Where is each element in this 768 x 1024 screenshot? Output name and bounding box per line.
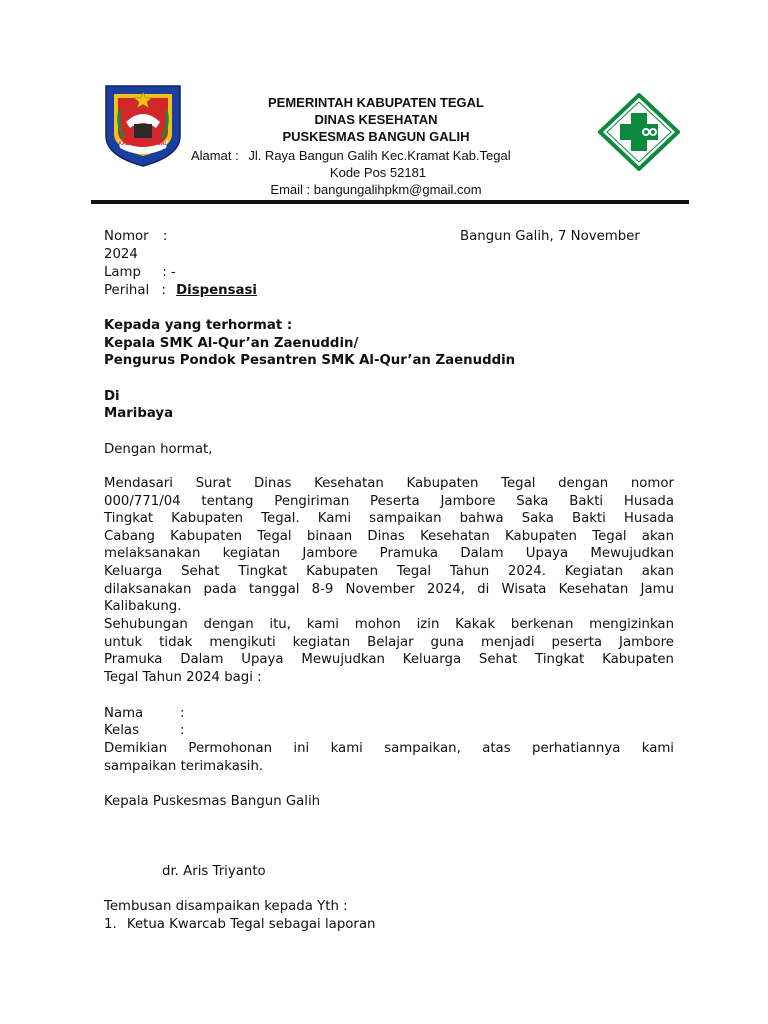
kelas-colon: : <box>180 723 185 738</box>
nomor-label: Nomor <box>104 229 149 244</box>
postal-code: Kode Pos 52181 <box>329 165 427 180</box>
nomor-colon: : <box>162 229 168 244</box>
cc-item-text: Ketua Kwarcab Tegal sebagai laporan <box>126 917 376 932</box>
paragraph-line: Demikian Permohonan ini kami sampaikan, atas perhatiannya kami <box>104 741 674 756</box>
paragraph-1 <box>104 475 674 616</box>
recipient-org: Pengurus Pondok Pesantren SMK Al-Qur’an Zaenuddin <box>104 353 516 368</box>
greeting: Dengan hormat, <box>104 442 213 457</box>
nomor-row <box>104 228 167 246</box>
recipient-di: Di <box>104 389 120 404</box>
paragraph-line: Tingkat Kabupaten Tegal. Kami sampaikan bahwa Saka Bakti Husada <box>104 511 674 527</box>
recipient-salutation: Kepada yang terhormat : <box>104 318 293 333</box>
paragraph-line: Sehubungan dengan itu, kami mohon izin Kakak berkenan mengizinkan <box>104 617 674 632</box>
paragraph-line: Kalibakung. <box>104 599 182 615</box>
email-line: Email : bangungalihpkm@gmail.com <box>270 182 482 197</box>
cc-item-number: 1. <box>104 917 117 932</box>
paragraph-line: sampaikan terimakasih. <box>104 758 264 774</box>
perihal-value: Dispensasi <box>176 283 257 298</box>
cc-heading: Tembusan disampaikan kepada Yth : <box>104 899 348 914</box>
address-value: Jl. Raya Bangun Galih Kec.Kramat Kab.Tegal <box>248 148 511 163</box>
address-label: Alamat : <box>191 148 239 163</box>
paragraph-line: untuk tidak mengikuti kegiatan Belajar guna menjadi peserta Jambore <box>104 634 674 650</box>
gov-name: PEMERINTAH KABUPATEN TEGAL <box>268 95 484 110</box>
header-divider <box>91 200 689 204</box>
lamp-row <box>104 264 176 282</box>
perihal-label: Perihal <box>104 283 150 298</box>
kelas-label: Kelas <box>104 723 140 738</box>
recipient-name: Kepala SMK Al-Qur’an Zaenuddin/ <box>104 336 359 351</box>
signatory-title: Kepala Puskesmas Bangun Galih <box>104 794 321 809</box>
facility-name: PUSKESMAS BANGUN GALIH <box>282 129 470 144</box>
paragraph-line: 000/771/04 tentang Pengiriman Peserta Jambore Saka Bakti Husada <box>104 493 674 509</box>
letter-date-year: 2024 <box>104 247 138 262</box>
lamp-label: Lamp <box>104 265 141 280</box>
cc-list-item <box>104 916 375 934</box>
paragraph-line: Tegal Tahun 2024 bagi : <box>104 669 262 685</box>
closing-paragraph <box>104 740 674 775</box>
signatory-name: dr. Aris Triyanto <box>162 864 266 879</box>
paragraph-line: Pramuka Dalam Upaya Mewujudkan Keluarga Sehat Tingkat Kabupaten <box>104 652 674 668</box>
paragraph-line: Cabang Kabupaten Tegal binaan Dinas Kesehatan Kabupaten Tegal akan <box>104 528 674 544</box>
letter-date: Bangun Galih, 7 November <box>460 229 640 244</box>
perihal-row <box>104 282 257 300</box>
nama-colon: : <box>180 706 185 721</box>
nama-label: Nama <box>104 706 144 721</box>
paragraph-line: Mendasari Surat Dinas Kesehatan Kabupaten Tegal dengan nomor <box>104 476 674 491</box>
lamp-value: : - <box>162 265 176 280</box>
perihal-colon: : <box>161 283 166 298</box>
logo-caption: KABUPATEN TEGAL <box>118 141 168 147</box>
recipient-place: Maribaya <box>104 406 174 421</box>
paragraph-2 <box>104 616 674 686</box>
paragraph-line: melaksanakan kegiatan Jambore Pramuka Dalam Upaya Mewujudkan <box>104 546 674 562</box>
agency-name: DINAS KESEHATAN <box>314 112 438 127</box>
paragraph-line: Keluarga Sehat Tingkat Kabupaten Tegal Tahun 2024. Kegiatan akan <box>104 563 674 579</box>
address-line <box>191 147 511 165</box>
paragraph-line: dilaksanakan pada tanggal 8-9 November 2024, di Wisata Kesehatan Jamu <box>104 581 674 597</box>
